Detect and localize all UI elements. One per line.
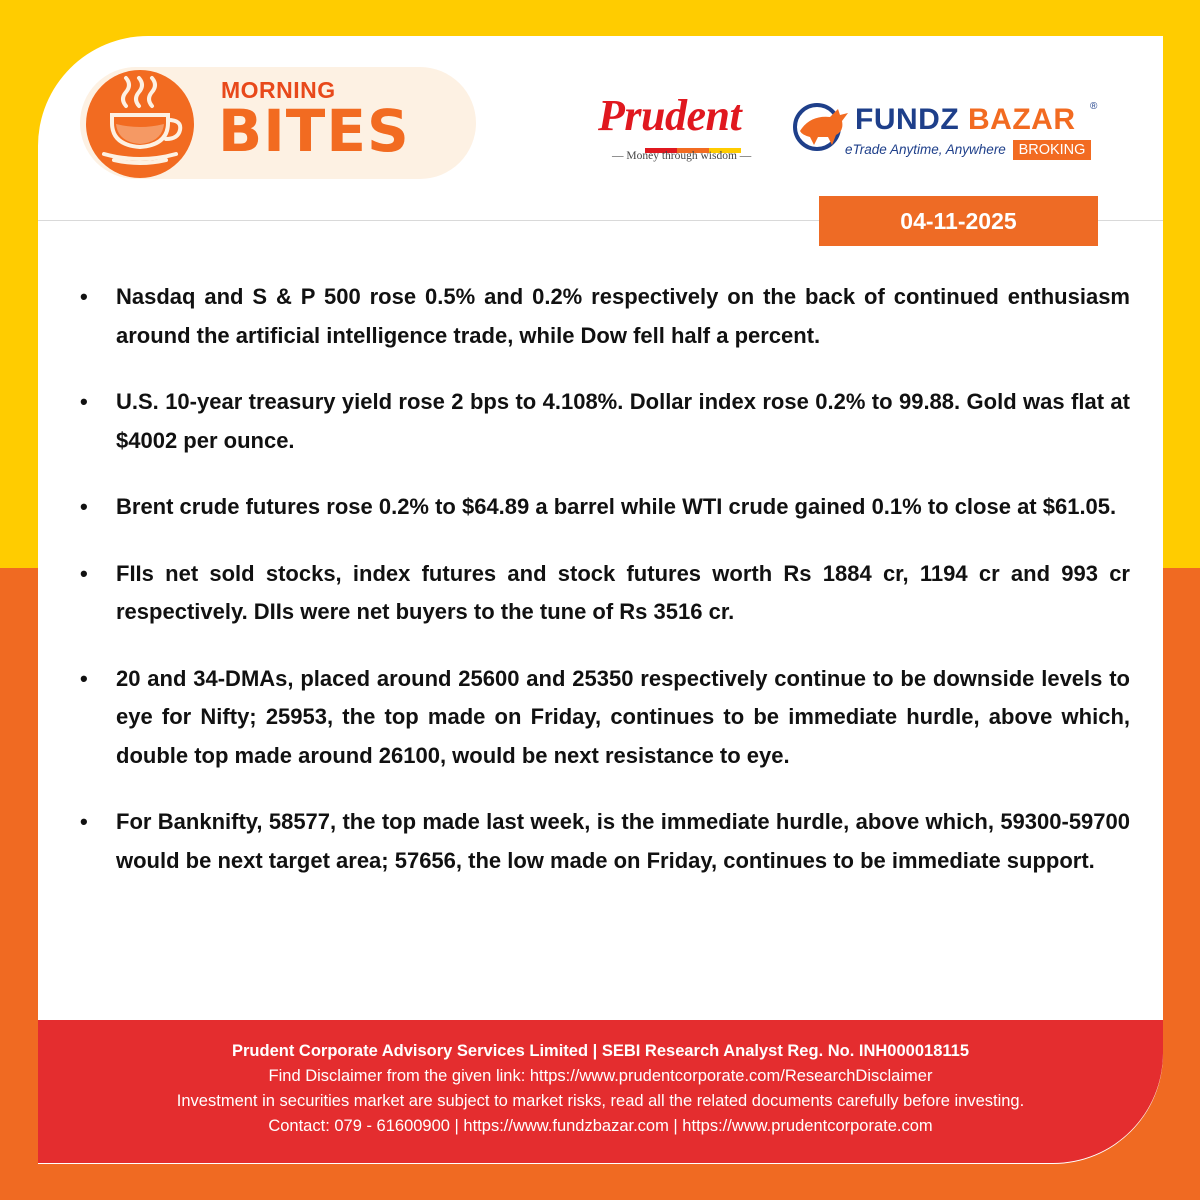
bull-icon: [792, 101, 852, 156]
fundzbazar-logo: [855, 103, 1076, 137]
bullet-item: [80, 278, 1130, 355]
brand-title-small: MORNING: [221, 77, 336, 103]
fundzbazar-name-part1: FUNDZ: [855, 103, 960, 136]
footer-contact: Contact: 079 - 61600900 | https://www.fundzbazar.com | https://www.prudentcorporate.com: [268, 1117, 933, 1135]
bullet-text: U.S. 10-year treasury yield rose 2 bps to 4.108%. Dollar index rose 0.2% to 99.88. Gold was flat at $4002 per ounce.: [116, 389, 1130, 453]
bullet-item: [80, 803, 1130, 880]
prudent-logo-bars: [645, 140, 741, 145]
bullet-point: •: [80, 494, 88, 519]
registered-mark: ®: [1090, 101, 1098, 112]
bullet-point: •: [80, 389, 88, 414]
prudent-tagline: — Money through wisdom —: [612, 150, 752, 162]
footer-company-line: Prudent Corporate Advisory Services Limited | SEBI Research Analyst Reg. No. INH000018115: [231, 1042, 969, 1060]
bullet-item: [80, 660, 1130, 776]
footer-risk-notice: Investment in securities market are subject to market risks, read all the related documents carefully before investing.: [176, 1092, 1025, 1110]
bullet-text: Brent crude futures rose 0.2% to $64.89 a barrel while WTI crude gained 0.1% to close at $61.05.: [116, 494, 1117, 519]
fundzbazar-tagline: eTrade Anytime, Anywhere: [845, 142, 1006, 157]
bullet-text: 20 and 34-DMAs, placed around 25600 and 25350 respectively continue to be downside levels to eye for Nifty; 25953, the top made on Friday, continues to be immediate hurdle, above which, double top made around 26100, would be next resistance to eye.: [116, 665, 1130, 768]
bullet-item: [80, 383, 1130, 460]
bullet-point: •: [80, 809, 88, 834]
bullet-point: •: [80, 284, 88, 309]
news-bullet-list: [80, 278, 1130, 908]
prudent-logo: Prudent: [598, 91, 742, 140]
fundzbazar-name-part2: BAZAR: [968, 103, 1076, 136]
bullet-text: For Banknifty, 58577, the top made last week, is the immediate hurdle, above which, 59300-59700 would be next target area; 57656, the low made on Friday, continues to be immediate support.: [116, 809, 1130, 873]
footer-disclaimer-link: Find Disclaimer from the given link: https://www.prudentcorporate.com/ResearchDisclaimer: [268, 1067, 933, 1085]
bullet-point: •: [80, 665, 88, 691]
tea-cup-icon: [86, 70, 194, 178]
bullet-item: [80, 555, 1130, 632]
bullet-text: Nasdaq and S & P 500 rose 0.5% and 0.2% respectively on the back of continued enthusiasm around the artificial intelligence trade, while Dow fell half a percent.: [116, 284, 1130, 348]
broking-badge: BROKING: [1013, 140, 1091, 160]
bullet-item: [80, 488, 1130, 527]
bullet-point: •: [80, 560, 88, 586]
date-badge: 04-11-2025: [819, 196, 1098, 246]
disclaimer-footer: [38, 1020, 1163, 1163]
brand-title: BITES: [218, 97, 410, 165]
bullet-text: FIIs net sold stocks, index futures and stock futures worth Rs 1884 cr, 1194 cr and 993 cr respectively. DIIs were net buyers to the tune of Rs 3516 cr.: [116, 560, 1130, 624]
